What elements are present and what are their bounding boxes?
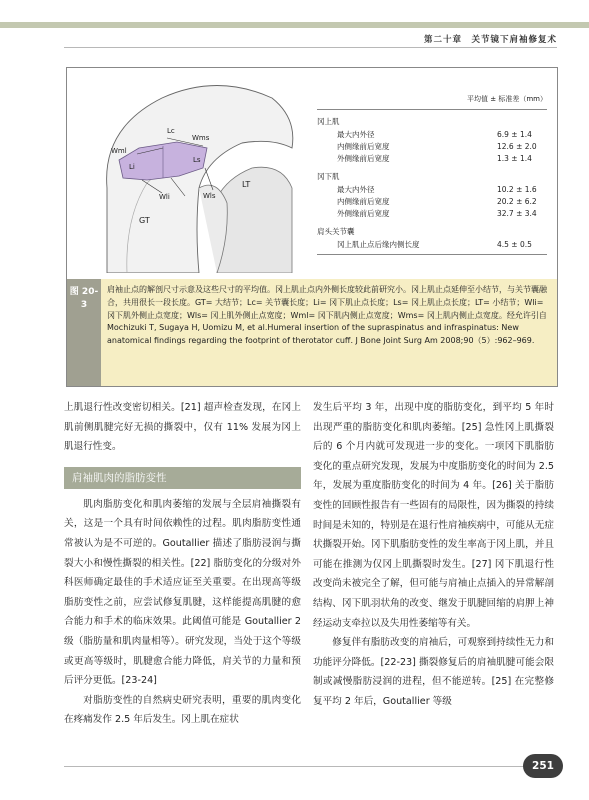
table-row: 外侧缘前后宽度 1.3 ± 1.4 bbox=[337, 154, 532, 163]
label-wml: Wml bbox=[111, 147, 127, 155]
label-lt: LT bbox=[242, 180, 251, 189]
table-row: 最大内外径 10.2 ± 1.6 bbox=[337, 185, 537, 194]
group-title: 冈下肌 bbox=[317, 172, 340, 181]
right-column bbox=[313, 398, 554, 712]
figure-caption: 肩袖止点的解剖尺寸示意及这些尺寸的平均值。冈上肌止点内外侧长度较此前研究小。冈上肌止点延伸至小结节，与关节囊融合，共用很长一段长度。GT= 大结节；Lc= 关节囊长度；Li= 冈下肌止点长度；Ls= 冈上肌止点长度；LT= 小结节；Wli= 冈下肌外侧止点宽度；Wls= 冈上肌外侧止点宽度；Wml= 冈下肌内侧止点宽度；Wms= 冈上肌内侧止点宽度。经允许引自 Mochizuki T, Sugaya H, Uomizu M, et al.Humeral insertion of the supraspinatus and infraspinatus: New anatomical findings regarding the footprint of therotator cuff. J Bone Joint Surg Am 2008;90（5）:962–969. bbox=[107, 285, 547, 346]
section-heading: 肩袖肌肉的脂肪变性 bbox=[64, 467, 301, 489]
paragraph: 修复伴有脂肪改变的肩袖后，可观察到持续性无力和功能评分降低。[22-23] 撕裂修复后的肩袖肌腱可能会限制或减慢脂肪浸润的进程，但不能逆转。[25] 在完整修复平均 2 年后，Goutallier 等级 bbox=[313, 637, 554, 707]
label-wls: Wls bbox=[203, 192, 216, 200]
label-lc: Lc bbox=[167, 127, 175, 135]
group-title: 冈上肌 bbox=[317, 117, 340, 126]
paragraph: 对脂肪变性的自然病史研究表明，重要的肌肉变化在疼痛发作 2.5 年后发生。冈上肌在症状 bbox=[64, 694, 301, 726]
figure-20-3 bbox=[66, 67, 558, 387]
table-row: 外侧缘前后宽度 32.7 ± 3.4 bbox=[337, 209, 537, 218]
table-row: 冈上肌止点后缘内侧长度 4.5 ± 0.5 bbox=[337, 240, 532, 249]
table-row: 内侧缘前后宽度 20.2 ± 6.2 bbox=[337, 197, 537, 206]
table-row: 内侧缘前后宽度 12.6 ± 2.0 bbox=[337, 142, 537, 151]
measurement-table bbox=[317, 94, 547, 258]
group-title: 肩头关节囊 bbox=[317, 227, 355, 236]
paragraph: 发生后平均 3 年，出现中度的脂肪变化，到平均 5 年时出现严重的脂肪变化和肌肉萎缩。[25] 急性冈上肌撕裂后的 6 个月内就可发现进一步的变化。一项冈下肌脂肪变化的重点研究发现，发展为中度脂肪变化的时间为 2.5 年，发展为重度脂肪变化的时间为 4 年。[26] 关于脂肪变性的回顾性报告有一些固有的局限性，因为撕裂的持续时间是未知的，特别是在退行性肩袖疾病中，可能从无症状撕裂开始。冈下肌脂肪变性的发生率高于冈上肌，并且可能在推测为仅冈上肌撕裂时发生。[27] 冈下肌退行性改变尚未被完全了解，但可能与肩袖止点插入的异常解剖结构、冈下肌羽状角的改变、继发于肌腱回缩的肩胛上神经运动支牵拉以及失用性萎缩等有关。 bbox=[313, 402, 554, 629]
footer-rule bbox=[64, 766, 557, 767]
paragraph: 上肌退行性改变密切相关。[21] 超声检查发现，在冈上肌前侧肌腱完好无损的撕裂中，仅有 11% 发展为冈上肌退行性变。 bbox=[64, 402, 301, 453]
table-rule bbox=[317, 254, 547, 255]
table-rule bbox=[317, 109, 547, 110]
figure-label: 图 20-3 bbox=[67, 279, 101, 386]
table-col-header: 平均值 ± 标准差（mm） bbox=[467, 95, 547, 103]
humerus-illustration bbox=[67, 68, 297, 273]
label-wli: Wli bbox=[159, 193, 170, 201]
header-rule bbox=[64, 47, 557, 48]
label-gt: GT bbox=[139, 216, 150, 225]
page-number: 251 bbox=[523, 754, 563, 778]
label-wms: Wms bbox=[192, 134, 210, 142]
left-column bbox=[64, 398, 301, 730]
label-li: Li bbox=[129, 163, 135, 171]
paragraph: 肌肉脂肪变化和肌肉萎缩的发展与全层肩袖撕裂有关，这是一个具有时间依赖性的过程。肌肉脂肪变性通常被认为是不可逆的。Goutallier 描述了脂肪浸润与撕裂大小和慢性撕裂的相关性。[22] 脂肪变化的分级对外科医师确定最佳的手术适应证至关重要。在出现高等级脂肪变性之前，应尝试修复肌腱，这样能提高肌腱的愈合能力和手术的临床效果。此阈值可能是 Goutallier 2 级（脂肪量和肌肉量相等）。研究发现，当处于这个等级或更高等级时，肌腱愈合能力降低，肩关节的力量和预后评分更低。[23-24] bbox=[64, 498, 301, 687]
running-header: 第二十章 关节镜下肩袖修复术 bbox=[423, 35, 557, 45]
label-ls: Ls bbox=[193, 156, 201, 164]
header-bar bbox=[0, 22, 589, 28]
table-row: 最大内外径 6.9 ± 1.4 bbox=[337, 130, 532, 139]
